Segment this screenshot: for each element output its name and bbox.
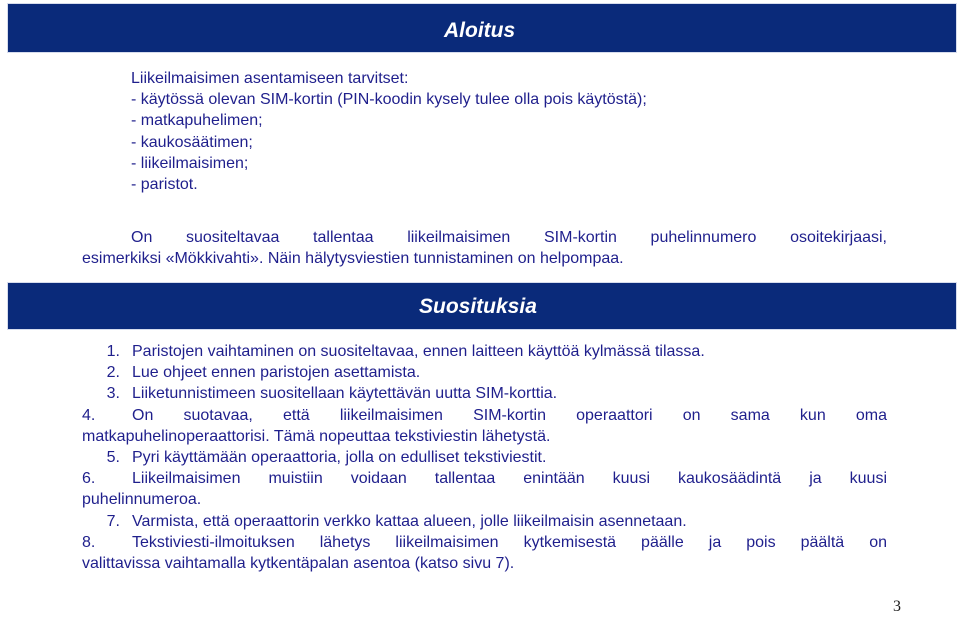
list-item-number: 6. — [82, 470, 96, 488]
recommendation-paragraph — [82, 227, 887, 269]
list-item-number: 3. — [106, 385, 120, 403]
list-item — [82, 511, 887, 532]
prerequisite-item: - matkapuhelimen; — [131, 112, 263, 130]
page-title: Aloitus — [444, 19, 516, 42]
page-number: 3 — [893, 598, 901, 615]
list-item-text: Pyri käyttämään operaattoria, jolla on edulliset tekstiviestit. — [132, 449, 547, 467]
list-item-text: Tekstiviesti-ilmoituksen lähetys liikeilmaisimen kytkemisestä päälle ja pois päältä on — [132, 533, 887, 551]
section-banner — [8, 283, 956, 329]
list-item-text: On suotavaa, että liikeilmaisimen SIM-kortin operaattori on sama kun oma — [132, 406, 887, 424]
list-item-continuation: puhelinnumeroa. — [82, 491, 202, 509]
section-title: Suosituksia — [419, 295, 537, 318]
list-item-number: 2. — [106, 364, 120, 382]
list-item-number: 1. — [106, 343, 120, 360]
list-item-continuation: matkapuhelinoperaattorisi. Tämä nopeuttaa tekstiviestin lähetystä. — [82, 427, 551, 445]
prerequisite-item: - liikeilmaisimen; — [131, 154, 249, 172]
list-item — [82, 383, 887, 404]
list-item-number: 7. — [106, 512, 120, 530]
list-item — [82, 532, 887, 553]
list-item-text: Liikeilmaisimen muistiin voidaan tallentaa enintään kuusi kaukosäädintä ja kuusi — [132, 470, 887, 488]
list-item-number: 4. — [82, 406, 96, 424]
list-item — [82, 447, 887, 468]
prerequisite-item: - käytössä olevan SIM-kortin (PIN-koodin kysely tulee olla pois käytöstä); — [131, 91, 647, 109]
list-item — [82, 405, 887, 426]
prerequisite-item: - paristot. — [131, 176, 198, 194]
header-banner — [8, 4, 956, 52]
list-item — [82, 362, 887, 383]
list-item — [82, 341, 887, 362]
list-item-text: Liiketunnistimeen suositellaan käytettävän uutta SIM-korttia. — [132, 385, 558, 403]
prerequisites-intro: Liikeilmaisimen asentamiseen tarvitset: — [131, 70, 409, 87]
prerequisite-item: - kaukosäätimen; — [131, 133, 253, 151]
recommendation-line-1: On suositeltavaa tallentaa liikeilmaisimen SIM-kortin puhelinnumero osoitekirjaasi, — [131, 229, 887, 246]
list-item — [82, 468, 887, 489]
list-item-text: Lue ohjeet ennen paristojen asettamista. — [132, 364, 421, 382]
recommendation-line-2: esimerkiksi «Mökkivahti». Näin hälytysviestien tunnistaminen on helpompaa. — [82, 250, 624, 268]
prerequisites-block — [131, 68, 891, 195]
tips-list — [82, 341, 887, 574]
list-item-continuation: valittavissa vaihtamalla kytkentäpalan asentoa (katso sivu 7). — [82, 555, 515, 573]
list-item-text: Varmista, että operaattorin verkko kattaa alueen, jolle liikeilmaisin asennetaan. — [132, 512, 687, 530]
list-item-text: Paristojen vaihtaminen on suositeltavaa, ennen laitteen käyttöä kylmässä tilassa. — [132, 343, 705, 360]
list-item-number: 5. — [106, 449, 120, 467]
list-item-number: 8. — [82, 533, 96, 551]
